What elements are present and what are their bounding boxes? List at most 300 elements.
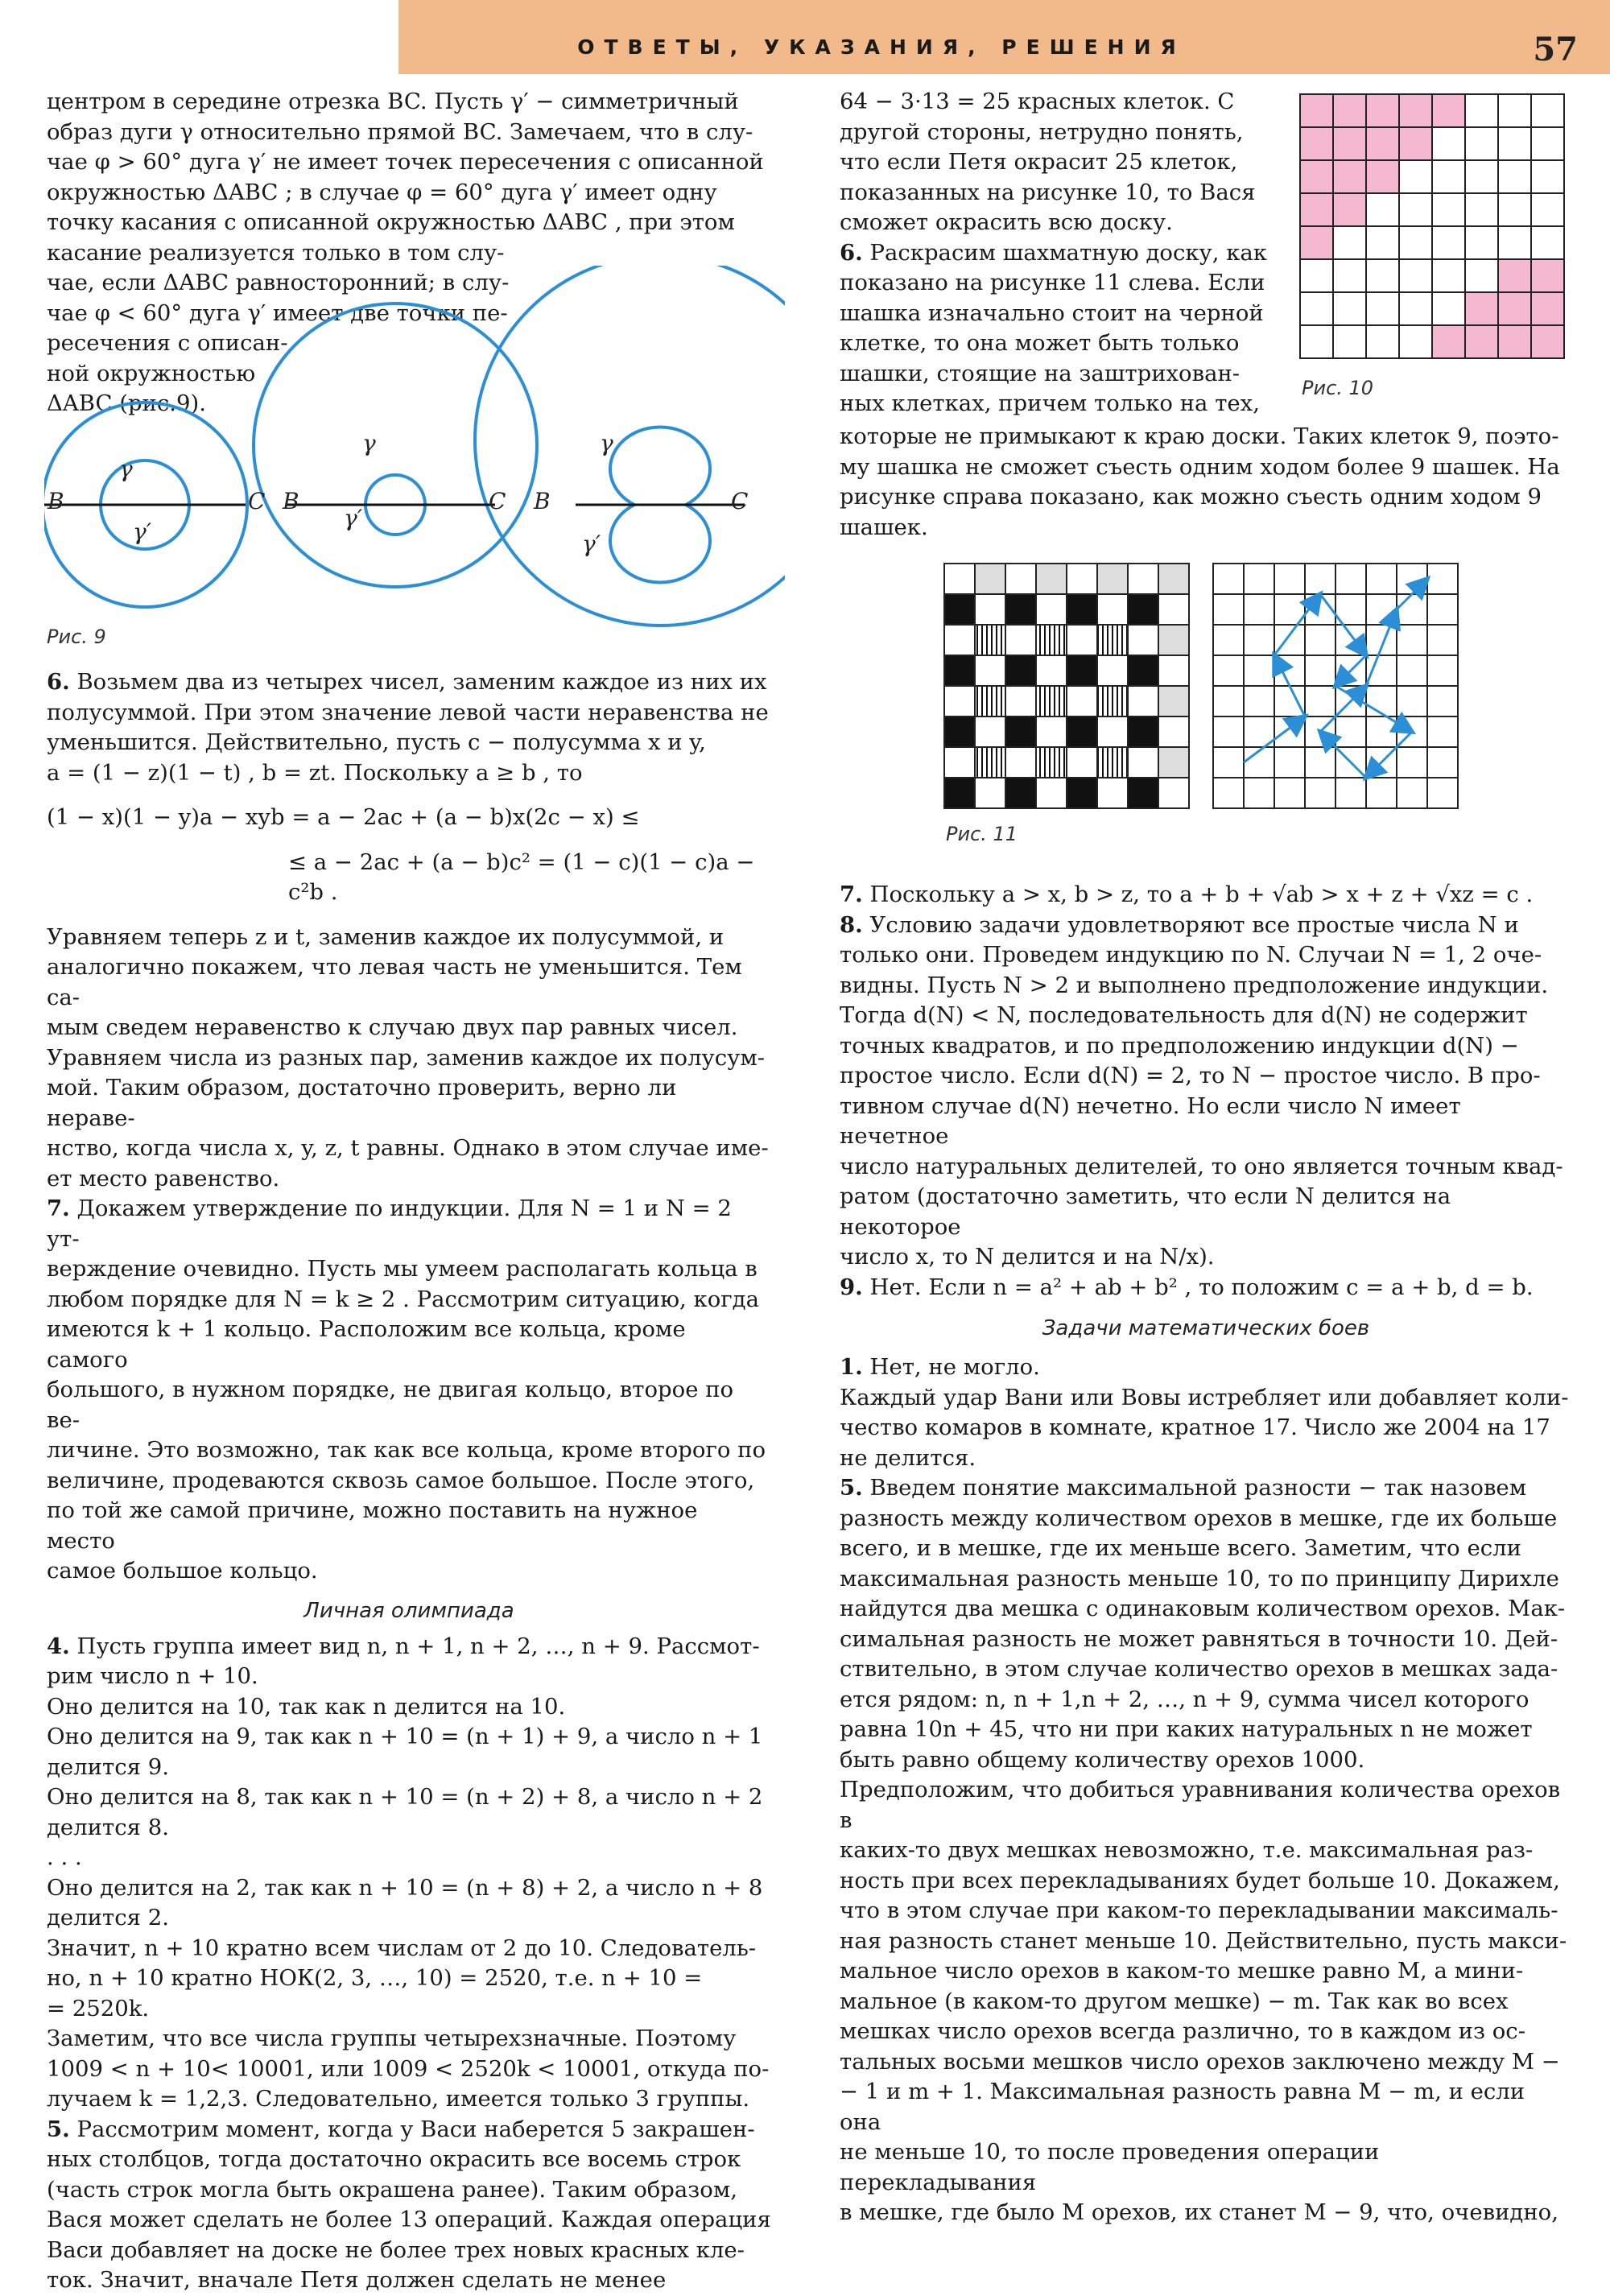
text-line: Нет. Если n = a² + ab + b² , то положим c = a + b, d = b.: [862, 1274, 1534, 1300]
text-line: рисунке справа показано, как можно съесть одним ходом 9: [840, 484, 1542, 510]
red-cell: [1333, 193, 1366, 226]
hatched-cell: [1036, 686, 1067, 716]
hatched-cell: [1097, 686, 1128, 716]
white-cell: [1036, 716, 1067, 747]
white-cell: [1097, 716, 1128, 747]
edge-cell: [1158, 625, 1189, 655]
text-line: нство, когда числа x, y, z, t равны. Однако в этом случае име-: [47, 1135, 769, 1161]
board-cell: [1397, 564, 1427, 594]
white-cell: [1128, 747, 1158, 778]
board-cell: [1335, 564, 1366, 594]
paragraph-q5: [840, 1473, 1572, 1504]
paragraph-8: [840, 911, 1572, 941]
left-main: [47, 667, 771, 2296]
text-line: полусуммой. При этом значение левой части неравенства не: [47, 699, 769, 725]
text-line: делится 9.: [47, 1753, 169, 1780]
text-line: Тогда d(N) < N, последовательность для d(N) не содержит: [840, 1002, 1528, 1028]
white-cell: [1158, 594, 1189, 625]
white-cell: [1067, 625, 1097, 655]
black-cell: [1128, 778, 1158, 808]
formula-2: ≤ a − 2ac + (a − b)c² = (1 − c)(1 − c)a − c²b .: [288, 849, 755, 905]
black-cell: [944, 778, 975, 808]
white-cell: [1158, 655, 1189, 686]
black-cell: [1128, 716, 1158, 747]
text-line: любом порядке для N = k ≥ 2 . Рассмотрим ситуацию, когда: [47, 1286, 759, 1312]
text-line: имеются k + 1 кольцо. Расположим все кольца, кроме самого: [47, 1316, 686, 1373]
text-line: разность между количеством орехов в мешке, где их больше: [840, 1505, 1558, 1531]
text-line: Раскрасим шахматную доску, как: [862, 239, 1267, 266]
text-line: число натуральных делителей, то оно является точным квад-: [840, 1153, 1563, 1179]
text-line: ных клетках, причем только на тех,: [840, 390, 1260, 416]
board-cell: [1432, 160, 1465, 193]
board-cell: [1498, 127, 1531, 160]
paragraph-9: [840, 1273, 1572, 1303]
white-cell: [1128, 625, 1158, 655]
edge-cell: [975, 564, 1005, 594]
board-cell: [1427, 625, 1458, 655]
text-line: Уравняем числа из разных пар, заменив каждое их полусум-: [47, 1044, 766, 1071]
black-cell: [944, 594, 975, 625]
paragraph-6: [47, 667, 771, 698]
paragraph-5: [47, 2115, 771, 2145]
black-cell: [944, 716, 975, 747]
text-line: Условию задачи удовлетворяют все простые числа N и: [862, 911, 1519, 938]
label-C: C: [731, 488, 749, 514]
text-line: Введем понятие максимальной разности − так назовем: [862, 1475, 1527, 1501]
item-number: 5.: [840, 1475, 863, 1501]
text-line: ных столбцов, тогда достаточно окрасить все восемь строк: [47, 2146, 741, 2172]
text-line: число x, то N делится и на N/x).: [840, 1244, 1215, 1270]
board-cell: [1432, 292, 1465, 325]
text-line: чае φ < 60° дуга γ′ имеет две точки пе-: [47, 299, 508, 326]
text-line: Рассмотрим момент, когда у Васи наберется 5 закрашен-: [69, 2116, 755, 2142]
board-cell: [1213, 655, 1244, 686]
text-line: не делится.: [840, 1444, 976, 1471]
black-cell: [1128, 594, 1158, 625]
text-line: по той же самой причине, можно поставить на нужное место: [47, 1497, 698, 1554]
text-line: мым сведем неравенство к случаю двух пар равных чисел.: [47, 1014, 738, 1040]
board-cell: [1465, 160, 1498, 193]
gamma-arc-2: [365, 475, 425, 505]
board-cell: [1213, 625, 1244, 655]
text-line: мой. Таким образом, достаточно проверить, верно ли нераве-: [47, 1075, 677, 1131]
black-cell: [1067, 655, 1097, 686]
text-line: мальное число орехов в каком-то мешке равно M, а мини-: [840, 1958, 1524, 1984]
red-cell: [1531, 292, 1564, 325]
text-line: в мешке, где было M орехов, их станет M − 9, что, очевидно,: [840, 2199, 1558, 2225]
text-line: Уравняем теперь z и t, заменив каждое их полусуммой, и: [47, 923, 724, 950]
white-cell: [944, 564, 975, 594]
label-gamma: γ: [600, 430, 613, 456]
text-line: ной окружностью: [47, 360, 256, 386]
text-line: ет место равенство.: [47, 1165, 280, 1191]
circumcircle-3: [475, 266, 785, 626]
board-cell: [1531, 226, 1564, 259]
black-cell: [1005, 716, 1036, 747]
board-cell: [1366, 292, 1399, 325]
text-line: a = (1 − z)(1 − t) , b = zt. Поскольку a ≥ b , то: [47, 759, 583, 786]
white-cell: [1067, 564, 1097, 594]
text-line: не меньше 10, то после проведения операции перекладывания: [840, 2139, 1380, 2195]
label-C: C: [248, 488, 266, 514]
text-line: самое большое кольцо.: [47, 1558, 318, 1584]
board-cell: [1305, 747, 1335, 778]
board-cell: [1274, 747, 1305, 778]
text-line: Оно делится на 8, так как n + 10 = (n + 2) + 8, а число n + 2: [47, 1784, 763, 1810]
text-line: ратом (достаточно заметить, что если N делится на некоторое: [840, 1183, 1451, 1240]
text-line: рим число n + 10.: [47, 1663, 258, 1689]
text-line: ток. Значит, вначале Петя должен сделать не менее: [47, 2267, 667, 2293]
red-cell: [1531, 325, 1564, 358]
red-cell: [1366, 94, 1399, 127]
white-cell: [1067, 747, 1097, 778]
white-cell: [975, 716, 1005, 747]
text-line: что в этом случае при каком-то перекладывании максималь-: [840, 1898, 1558, 1923]
text-line: му шашка не сможет съесть одним ходом более 9 шашек. На: [840, 453, 1560, 480]
text-line: точку касания с описанной окружностью ΔABC , при этом: [47, 209, 735, 235]
white-cell: [1005, 686, 1036, 716]
text-line: точных квадратов, и по предположению индукции d(N) −: [840, 1032, 1519, 1059]
figure-9: [44, 266, 785, 660]
paragraph-7-right: [840, 880, 1572, 911]
red-cell: [1333, 94, 1366, 127]
white-cell: [1128, 564, 1158, 594]
board-cell: [1333, 259, 1366, 292]
hatched-cell: [975, 747, 1005, 778]
board-cell: [1427, 747, 1458, 778]
black-cell: [1128, 655, 1158, 686]
item-number: 1.: [840, 1354, 863, 1380]
board-cell: [1244, 564, 1274, 594]
page-number: 57: [1533, 31, 1578, 68]
text-line: каких-то двух мешках невозможно, т.е. максимальная раз-: [840, 1837, 1534, 1863]
board-cell: [1397, 594, 1427, 625]
red-cell: [1498, 259, 1531, 292]
text-line: другой стороны, нетрудно понять,: [840, 118, 1244, 145]
board-cell: [1244, 778, 1274, 808]
right-wide: [840, 422, 1572, 543]
board-cell: [1274, 655, 1305, 686]
board-cell: [1305, 564, 1335, 594]
gamma-prime-arc-3: [610, 505, 710, 583]
board-cell: [1399, 325, 1432, 358]
white-cell: [1097, 594, 1128, 625]
white-cell: [975, 594, 1005, 625]
board-cell: [1244, 625, 1274, 655]
red-cell: [1333, 127, 1366, 160]
item-number: 4.: [47, 1633, 70, 1659]
black-cell: [1005, 778, 1036, 808]
item-number: 7.: [47, 1195, 70, 1221]
text-line: мешках число орехов всегда различно, то в каждом из ос-: [840, 2018, 1526, 2044]
text-line: Заметим, что все числа группы четырехзначные. Поэтому: [47, 2026, 737, 2051]
right-top: [840, 87, 1290, 419]
section-title: Задачи математических боев: [1042, 1316, 1370, 1340]
section-title: Личная олимпиада: [303, 1598, 514, 1623]
text-line: показано на рисунке 11 слева. Если: [840, 270, 1265, 295]
text-line: найдутся два мешка с одинаковым количеством орехов. Мак-: [840, 1596, 1566, 1621]
board-cell: [1366, 193, 1399, 226]
text-line: Нет, не могло.: [862, 1354, 1040, 1380]
hatched-cell: [1097, 625, 1128, 655]
white-cell: [944, 747, 975, 778]
text-line: чае, если ΔABC равносторонний; в слу-: [47, 270, 510, 295]
edge-cell: [1158, 564, 1189, 594]
text-line: лучаем k = 1,2,3. Следовательно, имеется только 3 группы.: [47, 2086, 750, 2112]
text-line: = 2520k.: [47, 1995, 150, 2021]
label-B: B: [47, 488, 64, 514]
white-cell: [1005, 564, 1036, 594]
text-line: показанных на рисунке 10, то Вася: [840, 179, 1256, 205]
black-cell: [1067, 716, 1097, 747]
label-B: B: [283, 488, 299, 514]
board-cell: [1465, 259, 1498, 292]
board-cell: [1397, 655, 1427, 686]
text-line: мальное (в каком-то другом мешке) − m. Так как во всех: [840, 1988, 1509, 2014]
board-cell: [1427, 655, 1458, 686]
label-gamma-prime: γ′: [344, 505, 363, 531]
text-line: видны. Пусть N > 2 и выполнено предположение индукции.: [840, 972, 1549, 998]
item-number: 6.: [840, 239, 863, 266]
board-cell: [1399, 259, 1432, 292]
red-cell: [1300, 94, 1333, 127]
text-line: ресечения с описан-: [47, 330, 288, 356]
board-cell: [1333, 226, 1366, 259]
board-cell: [1274, 564, 1305, 594]
white-cell: [1005, 625, 1036, 655]
board-cell: [1366, 686, 1397, 716]
text-line: ΔABC (рис.9).: [47, 390, 206, 416]
figure-9-caption: Рис. 9: [47, 626, 106, 648]
text-line: шашек.: [840, 514, 928, 540]
black-cell: [1067, 778, 1097, 808]
gamma-prime-arc-2: [365, 505, 425, 535]
text-line: сможет окрасить всю доску.: [840, 209, 1173, 235]
white-cell: [975, 778, 1005, 808]
white-cell: [1067, 686, 1097, 716]
paragraph-q1: [840, 1352, 1572, 1383]
edge-cell: [1158, 686, 1189, 716]
text-line: чае φ > 60° дуга γ′ не имеет точек пересечения с описанной: [47, 149, 764, 175]
board-cell: [1366, 778, 1397, 808]
text-line: Оно делится на 9, так как n + 10 = (n + 1) + 9, а число n + 1: [47, 1724, 763, 1749]
paragraph-6-right: [840, 238, 1290, 269]
board-cell: [1213, 564, 1244, 594]
item-number: 8.: [840, 911, 863, 938]
gamma-arc-3: [610, 427, 710, 505]
white-cell: [1128, 686, 1158, 716]
item-number: 9.: [840, 1274, 863, 1300]
text-line: шашки, стоящие на заштрихован-: [840, 360, 1241, 386]
board-cell: [1244, 594, 1274, 625]
figure-10: [1298, 93, 1566, 382]
board-cell: [1531, 193, 1564, 226]
edge-cell: [1097, 564, 1128, 594]
text-line: тивном случае d(N) нечетно. Но если число N имеет нечетное: [840, 1092, 1461, 1149]
text-line: Вася может сделать не более 13 операций. Каждая операция: [47, 2207, 771, 2232]
text-line: образ дуги γ относительно прямой BC. Замечаем, что в слу-: [47, 118, 753, 145]
text-line: Значит, n + 10 кратно всем числам от 2 до 10. Следователь-: [47, 1935, 757, 1961]
text-line: Оно делится на 2, так как n + 10 = (n + 8) + 2, а число n + 8: [47, 1874, 763, 1901]
label-gamma-prime: γ′: [133, 518, 152, 545]
figure-11: [942, 562, 1497, 820]
text-line: шашка изначально стоит на черной: [840, 299, 1264, 326]
header-title: ОТВЕТЫ, УКАЗАНИЯ, РЕШЕНИЯ: [577, 35, 1186, 59]
white-cell: [975, 655, 1005, 686]
board-cell: [1366, 259, 1399, 292]
board-cell: [1498, 226, 1531, 259]
board-cell: [1244, 686, 1274, 716]
board-cell: [1432, 193, 1465, 226]
text-line: Каждый удар Вани или Вовы истребляет или добавляет коли-: [840, 1384, 1569, 1410]
red-cell: [1366, 160, 1399, 193]
item-number: 5.: [47, 2116, 70, 2142]
board-cell: [1432, 259, 1465, 292]
board-cell: [1465, 127, 1498, 160]
circumcircle-2: [254, 304, 537, 587]
text-line: делится 8.: [47, 1814, 169, 1840]
text-line: быть равно общему количеству орехов 1000.: [840, 1746, 1365, 1773]
text-line: простое число. Если d(N) = 2, то N − простое число. В про-: [840, 1063, 1541, 1088]
board-cell: [1397, 747, 1427, 778]
text-line: величине, продеваются сквозь самое большое. После этого,: [47, 1467, 755, 1493]
red-cell: [1432, 325, 1465, 358]
board-cell: [1305, 686, 1335, 716]
hatched-cell: [1097, 747, 1128, 778]
paragraph-4: [47, 1632, 771, 1662]
text-line: (часть строк могла быть окрашена ранее). Таким образом,: [47, 2176, 737, 2203]
text-line: ная разность станет меньше 10. Действительно, пусть макси-: [840, 1927, 1567, 1954]
edge-cell: [1158, 747, 1189, 778]
board-cell: [1465, 193, 1498, 226]
text-line: делится 2.: [47, 1905, 169, 1931]
board-cell: [1531, 127, 1564, 160]
board-cell: [1274, 778, 1305, 808]
board-cell: [1333, 325, 1366, 358]
board-cell: [1366, 226, 1399, 259]
board-cell: [1432, 226, 1465, 259]
text-line: что если Петя окрасит 25 клеток,: [840, 149, 1238, 175]
red-cell: [1432, 94, 1465, 127]
white-cell: [944, 625, 975, 655]
board-cell: [1399, 193, 1432, 226]
board-cell: [1465, 94, 1498, 127]
label-C: C: [489, 488, 506, 514]
board-cell: [1427, 778, 1458, 808]
text-line: Васи добавляет на доске не более трех новых красных кле-: [47, 2236, 745, 2263]
item-number: 7.: [840, 882, 863, 907]
label-gamma-prime: γ′: [582, 531, 601, 557]
red-cell: [1465, 325, 1498, 358]
board-cell: [1399, 292, 1432, 325]
text-line: равна 10n + 45, что ни при каких натуральных n не может: [840, 1716, 1533, 1742]
white-cell: [1158, 716, 1189, 747]
red-cell: [1399, 127, 1432, 160]
board-cell: [1213, 686, 1244, 716]
red-cell: [1366, 127, 1399, 160]
text-line: клетке, то она может быть только: [840, 330, 1240, 356]
board-cell: [1397, 778, 1427, 808]
board-cell: [1432, 127, 1465, 160]
text-line: аналогично покажем, что левая часть не уменьшится. Тем са-: [47, 954, 742, 1010]
figure-11-caption: Рис. 11: [946, 823, 1018, 845]
board-cell: [1300, 292, 1333, 325]
text-line: касание реализуется только в том слу-: [47, 239, 505, 266]
hatched-cell: [975, 625, 1005, 655]
label-B: B: [534, 488, 551, 514]
text-line: Пусть группа имеет вид n, n + 1, n + 2, …, n + 9. Рассмот-: [69, 1633, 760, 1659]
board-cell: [1300, 259, 1333, 292]
board-cell: [1498, 160, 1531, 193]
figure-10-caption: Рис. 10: [1302, 377, 1374, 399]
board-cell: [1300, 325, 1333, 358]
text-line: ется рядом: n, n + 1,n + 2, …, n + 9, сумма чисел которого: [840, 1686, 1530, 1712]
black-cell: [1005, 594, 1036, 625]
text-line: максимальная разность меньше 10, то по принципу Дирихле: [840, 1565, 1559, 1592]
text-line: 64 − 3·13 = 25 красных клеток. С: [840, 89, 1235, 114]
red-cell: [1531, 259, 1564, 292]
board-cell: [1305, 655, 1335, 686]
red-cell: [1333, 160, 1366, 193]
text-line: окружностью ΔABC ; в случае φ = 60° дуга γ′ имеет одну: [47, 179, 717, 205]
text-line: . . .: [47, 1844, 82, 1870]
board-cell: [1333, 292, 1366, 325]
board-cell: [1213, 594, 1244, 625]
board-cell: [1531, 94, 1564, 127]
text-line: − 1 и m + 1. Максимальная разность равна M − m, и если она: [840, 2079, 1525, 2135]
text-line: ствительно, в этом случае количество орехов в мешках зада-: [840, 1656, 1558, 1682]
board-cell: [1213, 747, 1244, 778]
red-cell: [1300, 226, 1333, 259]
board-cell: [1399, 160, 1432, 193]
white-cell: [1036, 655, 1067, 686]
text-line: 1009 < n + 10< 10001, или 1009 < 2520k < 10001, откуда по-: [47, 2055, 770, 2082]
right-main: [840, 880, 1572, 2228]
red-cell: [1498, 292, 1531, 325]
board-cell: [1335, 778, 1366, 808]
board-cell: [1427, 594, 1458, 625]
text-line: Поскольку a > x, b > z, то a + b + √ab > x + z + √xz = c .: [862, 882, 1534, 907]
red-cell: [1498, 325, 1531, 358]
board-cell: [1427, 686, 1458, 716]
hatched-cell: [1036, 625, 1067, 655]
board-cell: [1305, 625, 1335, 655]
board-cell: [1399, 226, 1432, 259]
black-cell: [1067, 594, 1097, 625]
board-cell: [1366, 564, 1397, 594]
board-cell: [1397, 686, 1427, 716]
board-cell: [1427, 564, 1458, 594]
text-line: симальная разность не может равняться в точности 10. Дей-: [840, 1625, 1558, 1652]
text-line: только они. Проведем индукцию по N. Случаи N = 1, 2 оче-: [840, 942, 1542, 968]
text-line: Предположим, что добиться уравнивания количества орехов в: [840, 1777, 1561, 1833]
edge-cell: [1036, 564, 1067, 594]
hatched-cell: [975, 686, 1005, 716]
text-line: ность при всех перекладываниях будет больше 10. Докажем,: [840, 1867, 1560, 1893]
board-cell: [1366, 655, 1397, 686]
black-cell: [944, 655, 975, 686]
text-line: тальных восьми мешков число орехов заключено между M −: [840, 2048, 1560, 2075]
board-cell: [1427, 716, 1458, 747]
text-line: личине. Это возможно, так как все кольца, кроме второго по: [47, 1437, 766, 1463]
board-cell: [1397, 625, 1427, 655]
board-cell: [1213, 778, 1244, 808]
label-gamma: γ: [362, 430, 376, 456]
board-cell: [1335, 716, 1366, 747]
white-cell: [1097, 778, 1128, 808]
text-line: большого, в нужном порядке, не двигая кольцо, второе по ве-: [47, 1377, 734, 1433]
board-cell: [1531, 160, 1564, 193]
